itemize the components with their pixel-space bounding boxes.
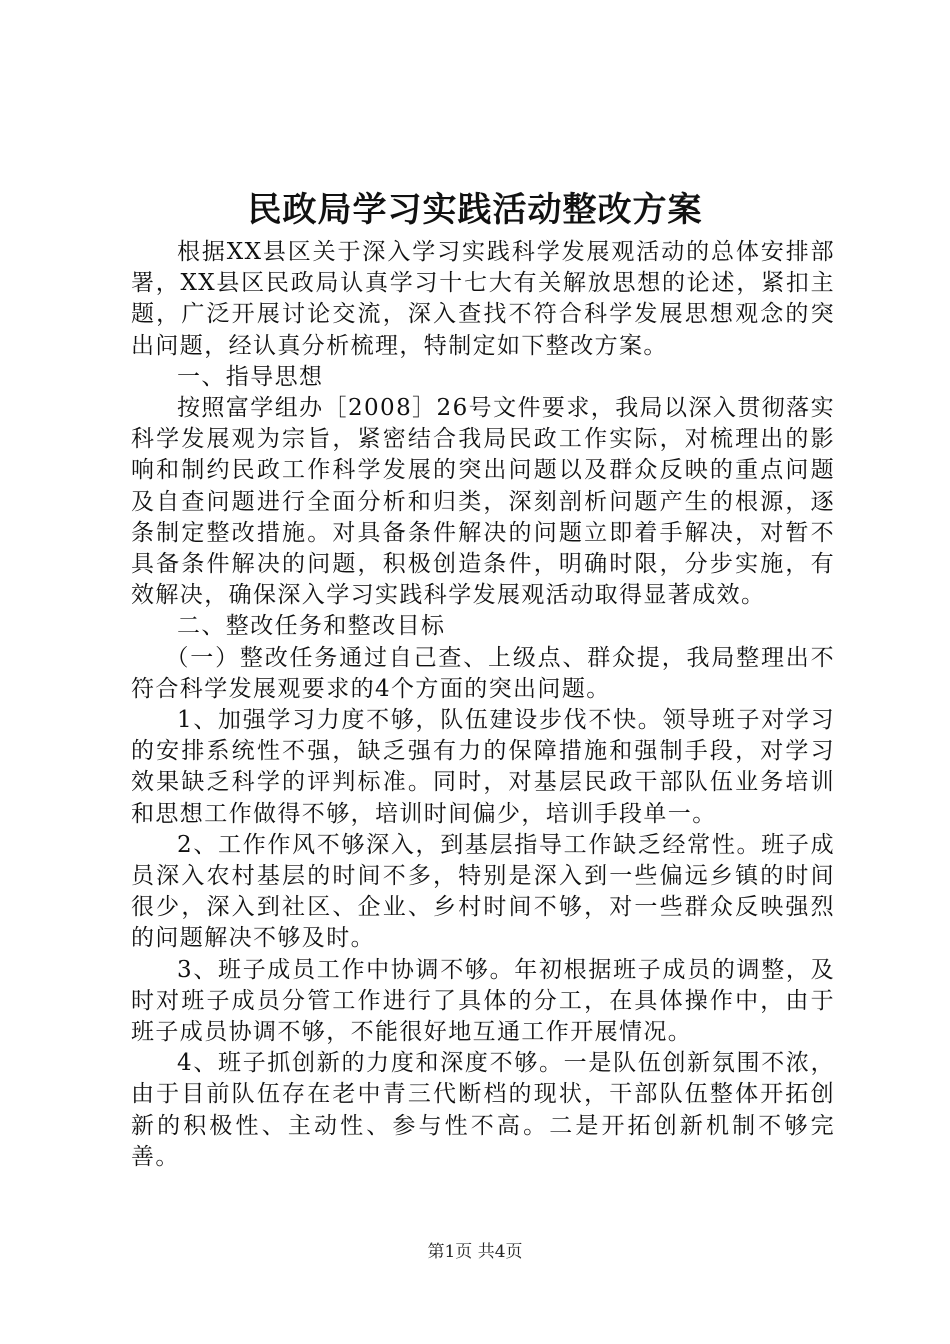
subsection-tasks-paragraph: （一）整改任务通过自己查、上级点、群众提，我局整理出不符合科学发展观要求的4个方面的突出问题。 xyxy=(131,644,835,702)
guiding-thought-paragraph: 按照富学组办［2008］26号文件要求，我局以深入贯彻落实科学发展观为宗旨，紧密结合我局民政工作实际，对梳理出的影响和制约民政工作科学发展的突出问题以及群众反映的重点问题及自查问题进行全面分析和归类，深刻剖析问题产生的根源，逐条制定整改措施。对具备条件解决的问题立即着手解决，对暂不具备条件解决的问题，积极创造条件，明确时限，分步实施，有效解决，确保深入学习实践科学发展观活动取得显著成效。 xyxy=(131,395,835,609)
page-number-footer: 第1页 共4页 xyxy=(427,1242,523,1262)
issue-item-3: 3、班子成员工作中协调不够。年初根据班子成员的调整，及时对班子成员分管工作进行了具体的分工，在具体操作中，由于班子成员协调不够，不能很好地互通工作开展情况。 xyxy=(131,956,835,1046)
issue-item-4: 4、班子抓创新的力度和深度不够。一是队伍创新氛围不浓，由于目前队伍存在老中青三代断档的现状，干部队伍整体开拓创新的积极性、主动性、参与性不高。二是开拓创新机制不够完善。 xyxy=(131,1050,835,1170)
document-title: 民政局学习实践活动整改方案 xyxy=(247,190,703,230)
issue-item-1: 1、加强学习力度不够，队伍建设步伐不快。领导班子对学习的安排系统性不强，缺乏强有力的保障措施和强制手段，对学习效果缺乏科学的评判标准。同时，对基层民政干部队伍业务培训和思想工作做得不够，培训时间偏少，培训手段单一。 xyxy=(131,707,835,827)
intro-paragraph: 根据XX县区关于深入学习实践科学发展观活动的总体安排部署，XX县区民政局认真学习十七大有关解放思想的论述，紧扣主题，广泛开展讨论交流，深入查找不符合科学发展思想观念的突出问题，经认真分析梳理，特制定如下整改方案。 xyxy=(131,239,835,359)
document-body xyxy=(131,237,835,1173)
section-heading-tasks-goals: 二、整改任务和整改目标 xyxy=(177,613,446,640)
section-heading-guiding-thought: 一、指导思想 xyxy=(177,363,324,390)
issue-item-2: 2、工作作风不够深入，到基层指导工作缺乏经常性。班子成员深入农村基层的时间不多，特别是深入到一些偏远乡镇的时间很少，深入到社区、企业、乡村时间不够，对一些群众反映强烈的问题解决不够及时。 xyxy=(131,831,835,952)
